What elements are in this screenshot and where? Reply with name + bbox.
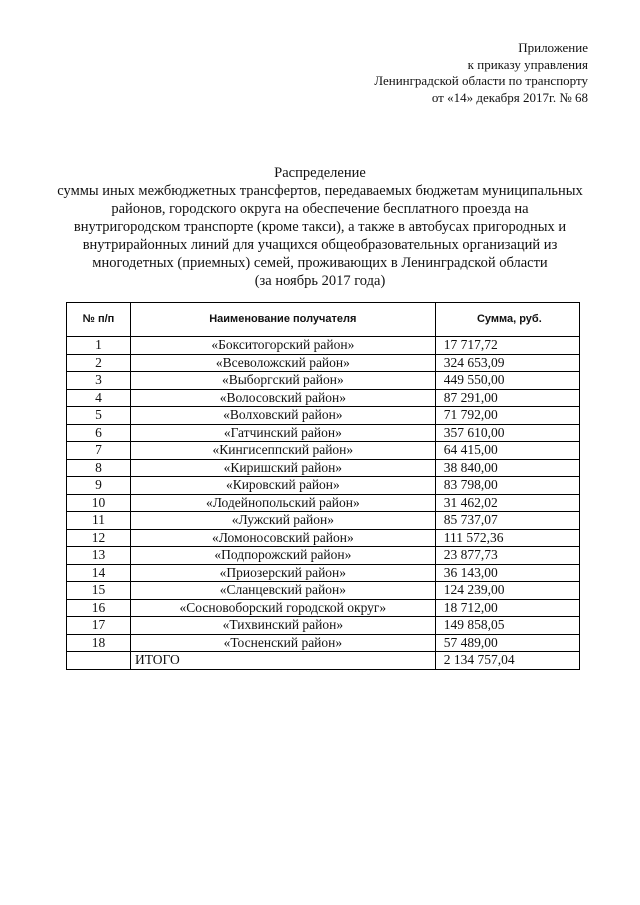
recipient-name: «Волосовский район»	[130, 389, 435, 407]
document-header	[374, 40, 588, 106]
sum-value: 324 653,09	[435, 354, 579, 372]
row-number: 5	[67, 407, 131, 425]
sum-value: 71 792,00	[435, 407, 579, 425]
sum-value: 36 143,00	[435, 564, 579, 582]
row-number: 6	[67, 424, 131, 442]
recipient-name: «Бокситогорский район»	[130, 337, 435, 355]
table-row	[67, 617, 580, 635]
recipient-name: «Кингисеппский район»	[130, 442, 435, 460]
sum-value: 57 489,00	[435, 634, 579, 652]
row-number: 7	[67, 442, 131, 460]
row-number: 18	[67, 634, 131, 652]
row-number: 2	[67, 354, 131, 372]
row-number: 8	[67, 459, 131, 477]
table-row	[67, 459, 580, 477]
recipient-name: «Сланцевский район»	[130, 582, 435, 600]
header-line: от «14» декабря 2017г. № 68	[431, 89, 588, 105]
table-row	[67, 634, 580, 652]
sum-value: 18 712,00	[435, 599, 579, 617]
row-number: 17	[67, 617, 131, 635]
column-header-number: № п/п	[67, 303, 131, 337]
sum-value: 124 239,00	[435, 582, 579, 600]
row-number: 15	[67, 582, 131, 600]
header-line: к приказу управления	[467, 56, 588, 72]
table-body	[67, 337, 580, 670]
sum-value: 31 462,02	[435, 494, 579, 512]
distribution-table	[66, 302, 580, 670]
column-header-sum: Сумма, руб.	[435, 303, 579, 337]
recipient-name: «Приозерский район»	[130, 564, 435, 582]
sum-value: 17 717,72	[435, 337, 579, 355]
table-row	[67, 582, 580, 600]
sum-value: 83 798,00	[435, 477, 579, 495]
table-row	[67, 354, 580, 372]
row-number: 1	[67, 337, 131, 355]
title-line: районов, городского округа на обеспечение бесплатного проезда на	[111, 201, 529, 217]
total-row	[67, 652, 580, 670]
table-row	[67, 477, 580, 495]
recipient-name: «Тосненский район»	[130, 634, 435, 652]
recipient-name: «Гатчинский район»	[130, 424, 435, 442]
sum-value: 111 572,36	[435, 529, 579, 547]
document-title	[30, 164, 610, 290]
row-number: 11	[67, 512, 131, 530]
title-line: многодетных (приемных) семей, проживающих в Ленинградской области	[92, 255, 548, 271]
table-row	[67, 599, 580, 617]
row-number: 16	[67, 599, 131, 617]
recipient-name: «Кировский район»	[130, 477, 435, 495]
table-row	[67, 372, 580, 390]
column-header-recipient: Наименование получателя	[130, 303, 435, 337]
row-number: 14	[67, 564, 131, 582]
total-sum: 2 134 757,04	[435, 652, 579, 670]
sum-value: 85 737,07	[435, 512, 579, 530]
sum-value: 357 610,00	[435, 424, 579, 442]
header-line: Приложение	[518, 40, 588, 55]
recipient-name: «Киришский район»	[130, 459, 435, 477]
table-row	[67, 442, 580, 460]
table-row	[67, 424, 580, 442]
recipient-name: «Ломоносовский район»	[130, 529, 435, 547]
total-label: ИТОГО	[130, 652, 435, 670]
total-number	[67, 652, 131, 670]
recipient-name: «Тихвинский район»	[130, 617, 435, 635]
table-row	[67, 547, 580, 565]
table-row	[67, 512, 580, 530]
table-row	[67, 529, 580, 547]
title-line: суммы иных межбюджетных трансфертов, передаваемых бюджетам муниципальных	[57, 183, 583, 199]
sum-value: 449 550,00	[435, 372, 579, 390]
title-line: (за ноябрь 2017 года)	[254, 273, 386, 289]
header-line: Ленинградской области по транспорту	[374, 73, 588, 88]
table-row	[67, 564, 580, 582]
title-line: внутригородском транспорте (кроме такси), а также в автобусах пригородных и	[73, 219, 567, 235]
recipient-name: «Лодейнопольский район»	[130, 494, 435, 512]
title-line: Распределение	[274, 165, 366, 181]
table-row	[67, 389, 580, 407]
recipient-name: «Всеволожский район»	[130, 354, 435, 372]
row-number: 12	[67, 529, 131, 547]
recipient-name: «Лужский район»	[130, 512, 435, 530]
recipient-name: «Подпорожский район»	[130, 547, 435, 565]
sum-value: 23 877,73	[435, 547, 579, 565]
sum-value: 38 840,00	[435, 459, 579, 477]
table-row	[67, 337, 580, 355]
recipient-name: «Волховский район»	[130, 407, 435, 425]
row-number: 3	[67, 372, 131, 390]
row-number: 9	[67, 477, 131, 495]
sum-value: 149 858,05	[435, 617, 579, 635]
table-row	[67, 494, 580, 512]
row-number: 13	[67, 547, 131, 565]
recipient-name: «Сосновоборский городской округ»	[130, 599, 435, 617]
row-number: 10	[67, 494, 131, 512]
title-line: внутрирайонных линий для учащихся общеобразовательных организаций из	[82, 237, 558, 253]
recipient-name: «Выборгский район»	[130, 372, 435, 390]
sum-value: 64 415,00	[435, 442, 579, 460]
sum-value: 87 291,00	[435, 389, 579, 407]
table-header-row	[67, 303, 580, 337]
table-row	[67, 407, 580, 425]
row-number: 4	[67, 389, 131, 407]
